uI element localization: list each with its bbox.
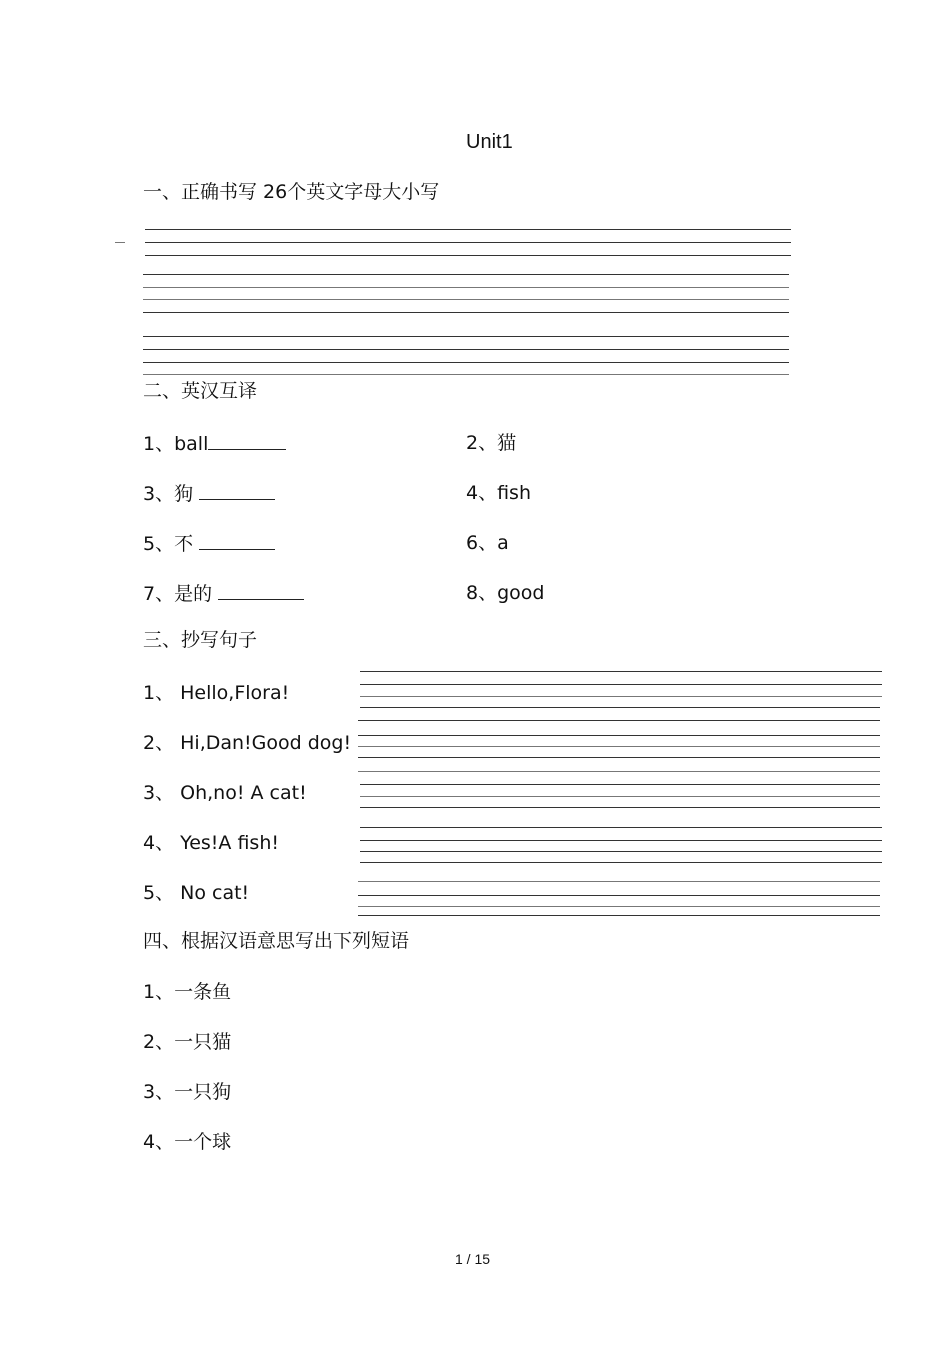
section2-heading: 二、英汉互译	[143, 380, 258, 402]
item-number: 2、	[466, 432, 498, 454]
item-text: 一条鱼	[174, 981, 232, 1003]
item-text: 猫	[497, 432, 517, 454]
answer-blank[interactable]	[208, 431, 286, 450]
writing-line	[143, 349, 789, 350]
writing-line	[360, 840, 882, 841]
writing-line	[358, 881, 880, 882]
writing-line	[358, 735, 880, 736]
translation-item	[466, 481, 531, 505]
item-text: Hi,Dan!Good dog!	[180, 732, 352, 754]
writing-line	[360, 851, 882, 852]
item-text: 一只猫	[174, 1031, 232, 1053]
page-number: 1 / 15	[455, 1251, 491, 1267]
item-number: 5、	[143, 533, 175, 555]
item-number: 2、	[143, 1031, 175, 1053]
writing-line	[360, 827, 882, 828]
translation-item	[466, 581, 544, 605]
writing-line	[145, 229, 791, 230]
item-text: 不	[174, 533, 194, 555]
item-text: Oh,no! A cat!	[180, 782, 307, 804]
writing-line	[360, 796, 880, 797]
item-number: 1、	[143, 682, 175, 704]
item-text: No cat!	[180, 882, 250, 904]
phrase-item	[143, 1030, 231, 1054]
writing-line	[358, 720, 880, 721]
item-number: 4、	[143, 1131, 175, 1153]
writing-line	[143, 374, 789, 375]
writing-line	[143, 274, 789, 275]
translation-item	[143, 531, 275, 556]
item-number: 3、	[143, 782, 175, 804]
translation-item	[466, 531, 509, 555]
translation-item	[143, 581, 304, 606]
translation-item	[143, 431, 286, 456]
item-number: 4、	[466, 482, 498, 504]
writing-line	[145, 255, 791, 256]
item-text: Yes!A fish!	[180, 832, 279, 854]
item-number: 2、	[143, 732, 175, 754]
writing-line	[358, 757, 880, 758]
answer-blank[interactable]	[199, 481, 275, 500]
writing-line	[358, 746, 880, 747]
item-number: 6、	[466, 532, 498, 554]
section1-heading: 一、正确书写 26个英文字母大小写	[143, 181, 440, 203]
writing-line	[358, 906, 880, 907]
item-number: 3、	[143, 483, 175, 505]
writing-line	[360, 784, 880, 785]
writing-line	[143, 362, 789, 363]
item-number: 1、	[143, 981, 175, 1003]
answer-blank[interactable]	[218, 581, 304, 600]
sentence-item	[143, 781, 307, 805]
writing-line	[143, 299, 789, 300]
sentence-item	[143, 881, 249, 905]
phrase-item	[143, 1130, 231, 1154]
writing-line	[360, 671, 882, 672]
sentence-item	[143, 731, 351, 755]
item-text: ball	[174, 433, 209, 455]
translation-item	[466, 431, 516, 455]
writing-line	[143, 336, 789, 337]
item-text: fish	[497, 482, 532, 504]
answer-blank[interactable]	[199, 531, 275, 550]
writing-line	[360, 707, 880, 708]
item-number: 8、	[466, 582, 498, 604]
item-text: good	[497, 582, 545, 604]
translation-item	[143, 481, 275, 506]
writing-line	[143, 312, 789, 313]
item-number: 1、	[143, 433, 175, 455]
sentence-item	[143, 831, 279, 855]
item-text: 一个球	[174, 1131, 232, 1153]
item-text: 狗	[174, 483, 194, 505]
page-title: Unit1	[466, 131, 513, 153]
writing-line	[360, 696, 882, 697]
item-number: 3、	[143, 1081, 175, 1103]
writing-line	[358, 915, 880, 916]
phrase-item	[143, 980, 231, 1004]
item-text: a	[497, 532, 509, 554]
item-number: 7、	[143, 583, 175, 605]
item-number: 5、	[143, 882, 175, 904]
writing-line	[358, 895, 880, 896]
sentence-item	[143, 681, 289, 705]
writing-line	[145, 242, 791, 243]
phrase-item	[143, 1080, 231, 1104]
item-text: Hello,Flora!	[180, 682, 290, 704]
writing-line	[360, 684, 882, 685]
margin-mark	[115, 242, 125, 243]
writing-line	[143, 287, 789, 288]
section4-heading: 四、根据汉语意思写出下列短语	[143, 930, 410, 952]
section3-heading: 三、抄写句子	[143, 629, 258, 651]
item-number: 4、	[143, 832, 175, 854]
writing-line	[358, 771, 880, 772]
item-text: 是的	[174, 583, 213, 605]
writing-line	[360, 862, 882, 863]
item-text: 一只狗	[174, 1081, 232, 1103]
writing-line	[360, 807, 880, 808]
